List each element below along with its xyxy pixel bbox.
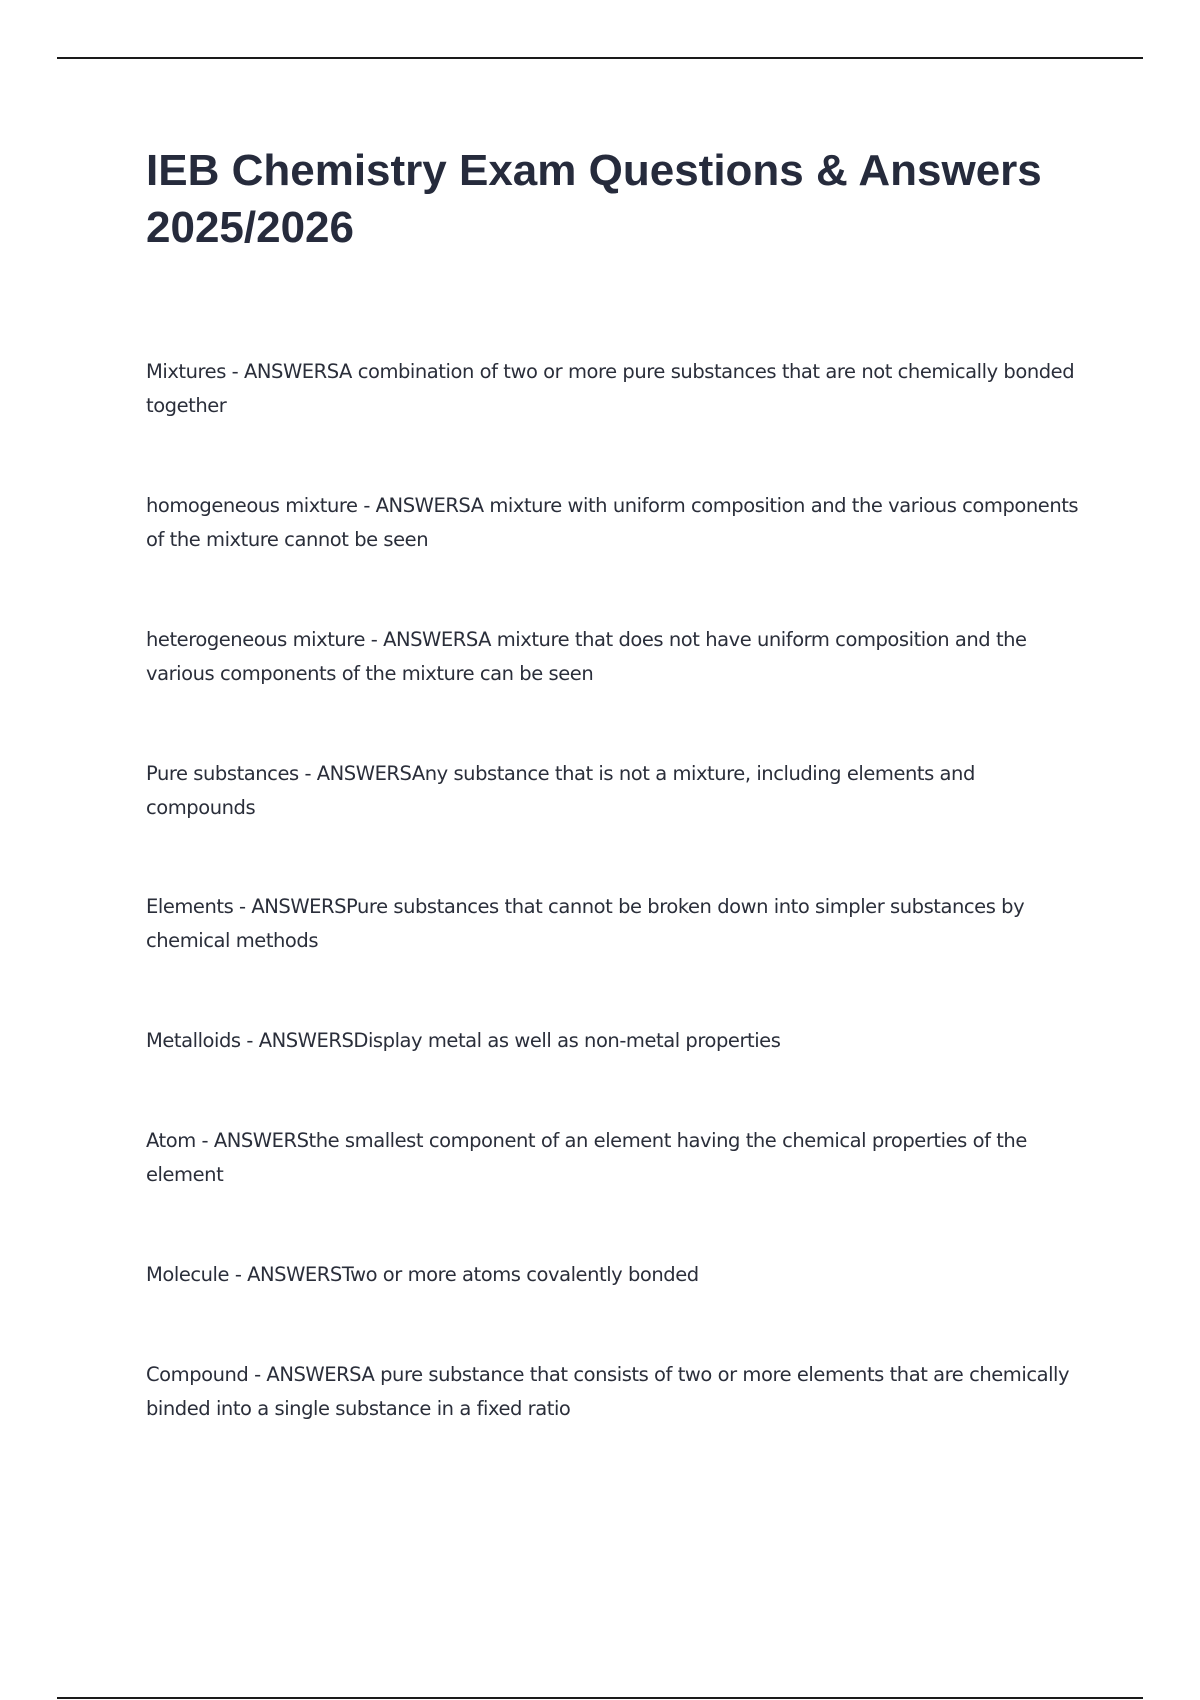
bottom-rule xyxy=(57,1697,1143,1699)
qa-entry-molecule: Molecule - ANSWERSTwo or more atoms covalently bonded xyxy=(146,1263,699,1286)
qa-entry-compound: Compound - ANSWERSA pure substance that consists of two or more elements that are chemically binded into a single substance in a fixed ratio xyxy=(146,1363,1070,1420)
page-title: IEB Chemistry Exam Questions & Answers 2025/2026 xyxy=(146,146,1042,252)
qa-entry-pure-substances: Pure substances - ANSWERSAny substance that is not a mixture, including elements and compounds xyxy=(146,762,975,819)
top-rule xyxy=(57,57,1143,59)
qa-entry-metalloids: Metalloids - ANSWERSDisplay metal as well as non-metal properties xyxy=(146,1029,781,1052)
qa-entry-atom: Atom - ANSWERSthe smallest component of an element having the chemical properties of the element xyxy=(146,1129,1027,1186)
qa-entry-homogeneous-mixture: homogeneous mixture - ANSWERSA mixture with uniform composition and the various components of the mixture cannot be seen xyxy=(146,494,1079,551)
qa-entry-mixtures: Mixtures - ANSWERSA combination of two or more pure substances that are not chemically bonded together xyxy=(146,360,1075,417)
qa-entry-elements: Elements - ANSWERSPure substances that cannot be broken down into simpler substances by chemical methods xyxy=(146,895,1025,952)
qa-entry-heterogeneous-mixture: heterogeneous mixture - ANSWERSA mixture that does not have uniform composition and the various components of the mixture can be seen xyxy=(146,628,1027,685)
